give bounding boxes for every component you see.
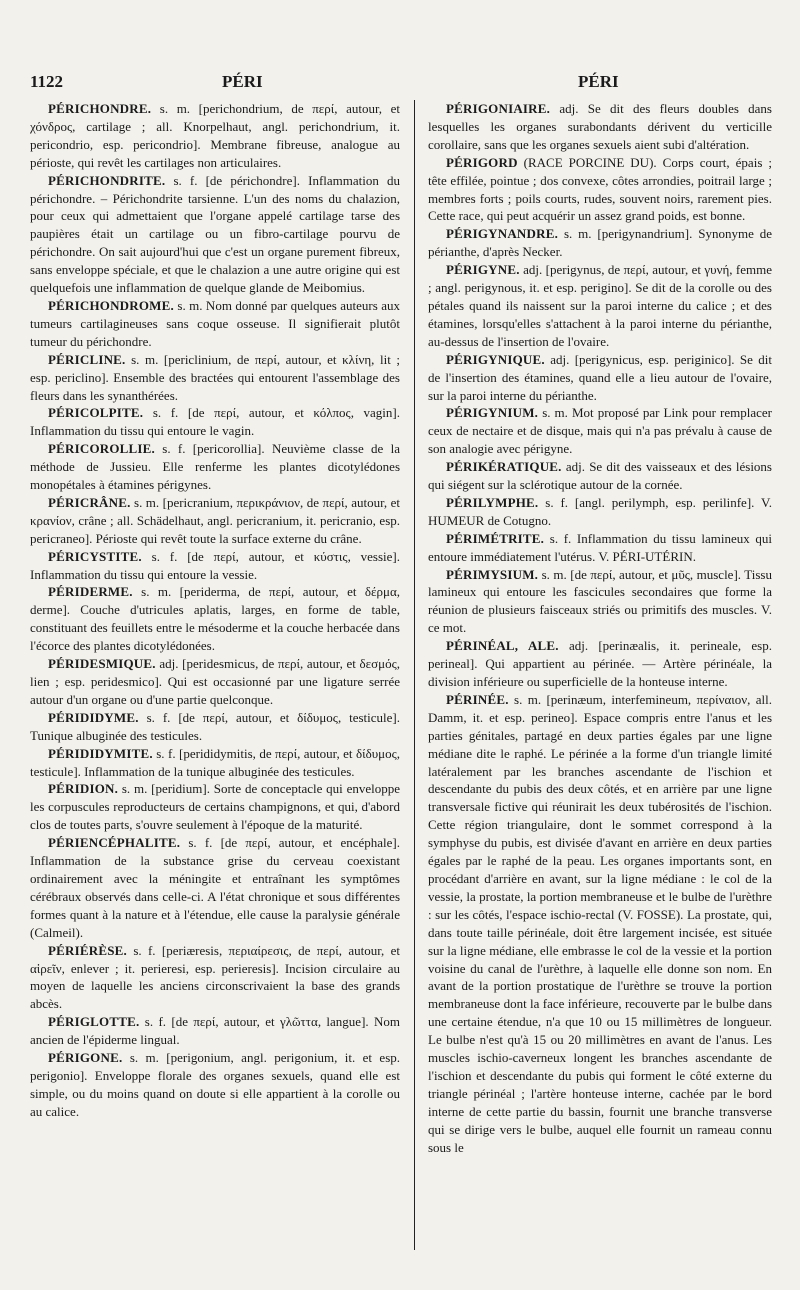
- entry-headword: PÉRILYMPHE.: [446, 494, 539, 510]
- entry-headword: PÉRIDIDYME.: [48, 709, 139, 725]
- dictionary-entry: [30, 709, 400, 745]
- entry-definition: s. m. [perichondrium, de περί, autour, et χόνδρος, cartilage ; all. Knorpelhaut, angl. perichondrium, it. pericondrio, esp. pericondrio]. Membrane fibreuse, analogue au périoste, qui revêt les cartilages non articulaires.: [30, 101, 400, 170]
- entry-headword: PÉRICHONDRITE.: [48, 172, 166, 188]
- entry-headword: PÉRIDIDYMITE.: [48, 745, 153, 761]
- entry-headword: PÉRICHONDROME.: [48, 297, 174, 313]
- dictionary-entry: [428, 404, 772, 458]
- entry-definition: s. m. [pericranium, περικράνιον, de περί, autour, et κρανίον, crâne ; all. Schädelhaut, angl. pericranium, it. pericranio, esp. pericraneo]. Périoste qui revêt toute la surface externe du crâne.: [30, 494, 400, 546]
- entry-definition: (RACE PORCINE DU). Corps court, épais ; tête effilée, pointue ; dos convexe, côtes arrondies, poitrail large ; membres forts ; poils courts, rudes, souvent noirs, rarement pies. Cette race, qui peut acquérir un assez grand poids, est bonne.: [428, 154, 772, 224]
- dictionary-entry: [30, 351, 400, 405]
- dictionary-entry: [30, 172, 400, 297]
- entry-definition: s. f. [pericorollia]. Neuvième classe de la méthode de Jussieu. Elle renferme les plantes dicotylédones monopétales à étamines périgynes.: [30, 441, 400, 493]
- dictionary-entry: [428, 458, 772, 494]
- entry-definition: adj. Se dit des fleurs doubles dans lesquelles les organes surabondants dérivent du verticille corollaire, sans que les organes sexuels aient subi d'altération.: [428, 101, 772, 152]
- dictionary-entry: [428, 691, 772, 1157]
- right-column: [428, 100, 772, 1250]
- entry-definition: s. f. [de περί, autour, et encéphale]. Inflammation de la substance grise du cerveau coexistant ordinairement avec la méningite et entraînant les symptômes cérébraux observés dans celle-ci. A l'état chronique et sous différentes formes quant à la nature et à l'étendue, elle cause la paralysie générale (Calmeil).: [30, 835, 400, 940]
- entry-definition: adj. Se dit des vaisseaux et des lésions qui siégent sur la sclérotique autour de la cornée.: [428, 459, 772, 493]
- entry-headword: PÉRINÉAL, ALE.: [446, 638, 559, 654]
- entry-headword: PÉRIKÉRATIQUE.: [446, 459, 562, 475]
- entry-definition: s. f. [periæresis, περιαίρεσις, de περί, autour, et αἱρεῖν, enlever ; it. perieresi, esp. perieresis]. Incision circulaire au moyen de laquelle les anciens circonscrivaient la base des grands abcès.: [30, 942, 400, 1012]
- entry-headword: PÉRIGORD: [446, 154, 518, 170]
- dictionary-entry: [428, 154, 772, 226]
- entry-definition: s. f. [de περί, autour, et κύστις, vessie]. Inflammation du tissu qui entoure la vessie.: [30, 548, 400, 582]
- entry-headword: PÉRIDION.: [48, 781, 119, 797]
- dictionary-entry: [30, 834, 400, 941]
- dictionary-entry: [30, 745, 400, 781]
- entry-definition: s. m. [periderma, de περί, autour, et δέρμα, derme]. Couche d'utricules aplatis, larges, en forme de table, constituant des feuillets entre le mésoderme et la couche herbacée dans l'écorce des plantes dicotylédonées.: [30, 584, 400, 654]
- dictionary-entry: [428, 637, 772, 691]
- entry-headword: PÉRIMYSIUM.: [446, 566, 539, 582]
- entry-headword: PÉRIGONE.: [48, 1050, 123, 1066]
- dictionary-entry: [30, 100, 400, 172]
- entry-definition: s. m. Nom donné par quelques auteurs aux tumeurs cartilagineuses sans coque osseuse. Il signifierait plutôt tumeur du périchondre.: [30, 297, 400, 349]
- entry-headword: PÉRICYSTITE.: [48, 548, 142, 564]
- entry-definition: s. m. [perigynandrium]. Synonyme de périanthe, d'après Necker.: [428, 226, 772, 260]
- entry-definition: s. f. [perididymitis, de περί, autour, et δίδυμος, testicule]. Inflammation de la tunique albuginée des testicules.: [30, 745, 400, 779]
- entry-headword: PÉRIÉRÈSE.: [48, 942, 127, 958]
- entry-definition: s. f. Inflammation du tissu lamineux qui entoure immédiatement l'utérus. V. PÉRI-UTÉRIN.: [428, 530, 772, 564]
- entry-definition: s. m. [de περί, autour, et μῦς, muscle]. Tissu lamineux qui entoure les fascicules secondaires que forme la réunion de plusieurs faisceaux striés ou primitifs des muscles. V. ce mot.: [428, 566, 772, 636]
- entry-headword: PÉRIDERME.: [48, 584, 133, 600]
- dictionary-entry: [428, 225, 772, 261]
- entry-headword: PÉRIGYNANDRE.: [446, 226, 559, 242]
- entry-definition: s. f. [de περί, autour, et γλῶττα, langue]. Nom ancien de l'épiderme lingual.: [30, 1014, 400, 1048]
- entry-definition: adj. [perinæalis, it. perineale, esp. perineal]. Qui appartient au périnée. — Artère périnéale, la division inférieure ou superficielle de la honteuse interne.: [428, 638, 772, 689]
- entry-definition: s. m. Mot proposé par Link pour remplacer ceux de nectaire et de disque, mais qui n'a pas prévalu à cause de son analogie avec périgyne.: [428, 405, 772, 457]
- entry-headword: PÉRIGLOTTE.: [48, 1014, 140, 1030]
- entry-definition: s. m. [perinæum, interfemineum, περίναιον, all. Damm, it. et esp. perineo]. Espace compris entre l'anus et les parties génitales, partagé en deux parties égales par une ligne médiane dite le raphé. Le périnée a la forme d'un triangle limité latéralement par les branches ascendante de l'ischion et descendante du pubis des deux côtés, et en arrière par une ligne transversale fictive qui réunirait les deux tubérosités de l'ischion. Cette région triangulaire, dont le sommet correspond à la symphyse du pubis, est divisée d'avant en arrière en deux parties égales par le raphé de la peau. Les organes importants sont, en procédant d'arrière en avant, sur la ligne médiane : le col de la vessie, la prostate, la portion membraneuse et le bulbe de l'urèthre : sur les côtés, l'espace ischio-rectal (V. FOSSE). La prostate, qui, dans toute taille périnéale, doit être largement incisée, est située sur la ligne médiane, elle embrasse le col de la vessie et la portion voisine du canal de l'urèthre, à laquelle elle donne son nom. En avant de la portion prostatique de l'urèthre se trouve la portion membraneuse dont la face inférieure, recouverte par le bulbe dans une certaine étendue, n'a que 10 ou 15 millimètres de longueur. Le bulbe n'est qu'à 15 ou 20 millimètres en avant de l'anus. Les muscles ischio-caverneux longent les branches ascendante de l'ischion et descendante du pubis qui forment le côté externe du triangle périnéal ; l'artère honteuse interne, cachée par le bord interne de cette partie du bassin, fournit une branche transverse qui se dirige vers le bulbe, auquel elle fournit un rameau connu sous le: [428, 691, 772, 1155]
- entry-definition: s. m. [peridium]. Sorte de conceptacle qui enveloppe les corpuscules reproducteurs de certains champignons, et qui, d'abord clos de toutes parts, s'ouvre seulement à l'époque de la maturité.: [30, 781, 400, 833]
- entry-headword: PÉRIENCÉPHALITE.: [48, 835, 181, 851]
- dictionary-entry: [30, 297, 400, 351]
- dictionary-entry: [30, 548, 400, 584]
- dictionary-entry: [30, 780, 400, 834]
- entry-headword: PÉRIGYNE.: [446, 262, 520, 278]
- entry-headword: PÉRICLINE.: [48, 351, 126, 367]
- entry-headword: PÉRIDESMIQUE.: [48, 656, 156, 672]
- page-header: [30, 72, 770, 98]
- entry-headword: PÉRIMÉTRITE.: [446, 530, 545, 546]
- left-column: [30, 100, 400, 1250]
- page-number: 1122: [30, 72, 64, 91]
- right-running-head: PÉRI: [578, 72, 619, 91]
- dictionary-entry: [428, 261, 772, 351]
- entry-definition: s. f. [de périchondre]. Inflammation du périchondre. – Périchondrite tarsienne. L'un des noms du chalazion, pour ceux qui admettaient que l'organe appelé cartilage tarse des paupières était un cartilage ou un fibro-cartilage pourvu de périchondre. On sait aujourd'hui que c'est un organe purement fibreux, sans enveloppe spéciale, et que le chalazion a une autre origine qui est quelquefois une inflammation de quelque glande de Meibomius.: [30, 172, 400, 296]
- left-running-head: PÉRI: [222, 72, 263, 91]
- dictionary-entry: [428, 494, 772, 530]
- column-divider: [414, 100, 415, 1250]
- entry-definition: s. f. [de περί, autour, et δίδυμος, testicule]. Tunique albuginée des testicules.: [30, 709, 400, 743]
- dictionary-entry: [30, 440, 400, 494]
- dictionary-entry: [428, 100, 772, 154]
- entry-headword: PÉRIGYNIUM.: [446, 405, 539, 421]
- dictionary-entry: [30, 655, 400, 709]
- dictionary-entry: [30, 1049, 400, 1121]
- entry-headword: PÉRICRÂNE.: [48, 494, 131, 510]
- entry-headword: PÉRIGYNIQUE.: [446, 351, 545, 367]
- entry-definition: s. m. [periclinium, de περί, autour, et κλίνη, lit ; esp. periclino]. Ensemble des bractées qui entourent l'assemblage des fleurs dans les synanthérées.: [30, 351, 400, 403]
- dictionary-entry: [30, 942, 400, 1014]
- entry-headword: PÉRICOLPITE.: [48, 405, 144, 421]
- entry-definition: adj. [perigynus, de περί, autour, et γυνή, femme ; angl. perigynous, it. et esp. perigino]. Se dit de la corolle ou des pétales quand ils naissent sur la paroi interne du calice ; et des étamines, lorsqu'elles s'attachent à la paroi interne du périanthe, au-dessus de l'insertion de l'ovaire.: [428, 262, 772, 349]
- dictionary-entry: [428, 566, 772, 638]
- entry-definition: s. f. [angl. perilymph, esp. perilinfe]. V. HUMEUR de Cotugno.: [428, 494, 772, 528]
- dictionary-entry: [30, 583, 400, 655]
- dictionary-entry: [428, 351, 772, 405]
- entry-definition: s. f. [de περί, autour, et κόλπος, vagin]. Inflammation du tissu qui entoure le vagin.: [30, 405, 400, 439]
- entry-definition: adj. [peridesmicus, de περί, autour, et δεσμός, lien ; esp. peridesmico]. Qui est occasionné par une ligature serrée autour d'un organe ou d'une partie quelconque.: [30, 656, 400, 707]
- entry-headword: PÉRICOROLLIE.: [48, 441, 155, 457]
- dictionary-entry: [30, 404, 400, 440]
- entry-headword: PÉRINÉE.: [446, 691, 509, 707]
- entry-definition: s. m. [perigonium, angl. perigonium, it. et esp. perigonio]. Enveloppe florale des organes sexuels, quand elle est simple, ou du moins quand on doute si elle appartient à la corolle ou au calice.: [30, 1050, 400, 1119]
- entry-headword: PÉRIGONIAIRE.: [446, 101, 551, 116]
- entry-headword: PÉRICHONDRE.: [48, 101, 152, 116]
- dictionary-entry: [30, 494, 400, 548]
- dictionary-entry: [30, 1013, 400, 1049]
- dictionary-entry: [428, 530, 772, 566]
- entry-definition: adj. [perigynicus, esp. periginico]. Se dit de l'insertion des étamines, quand elle a lieu autour de l'ovaire, sur la paroi interne du périanthe.: [428, 351, 772, 403]
